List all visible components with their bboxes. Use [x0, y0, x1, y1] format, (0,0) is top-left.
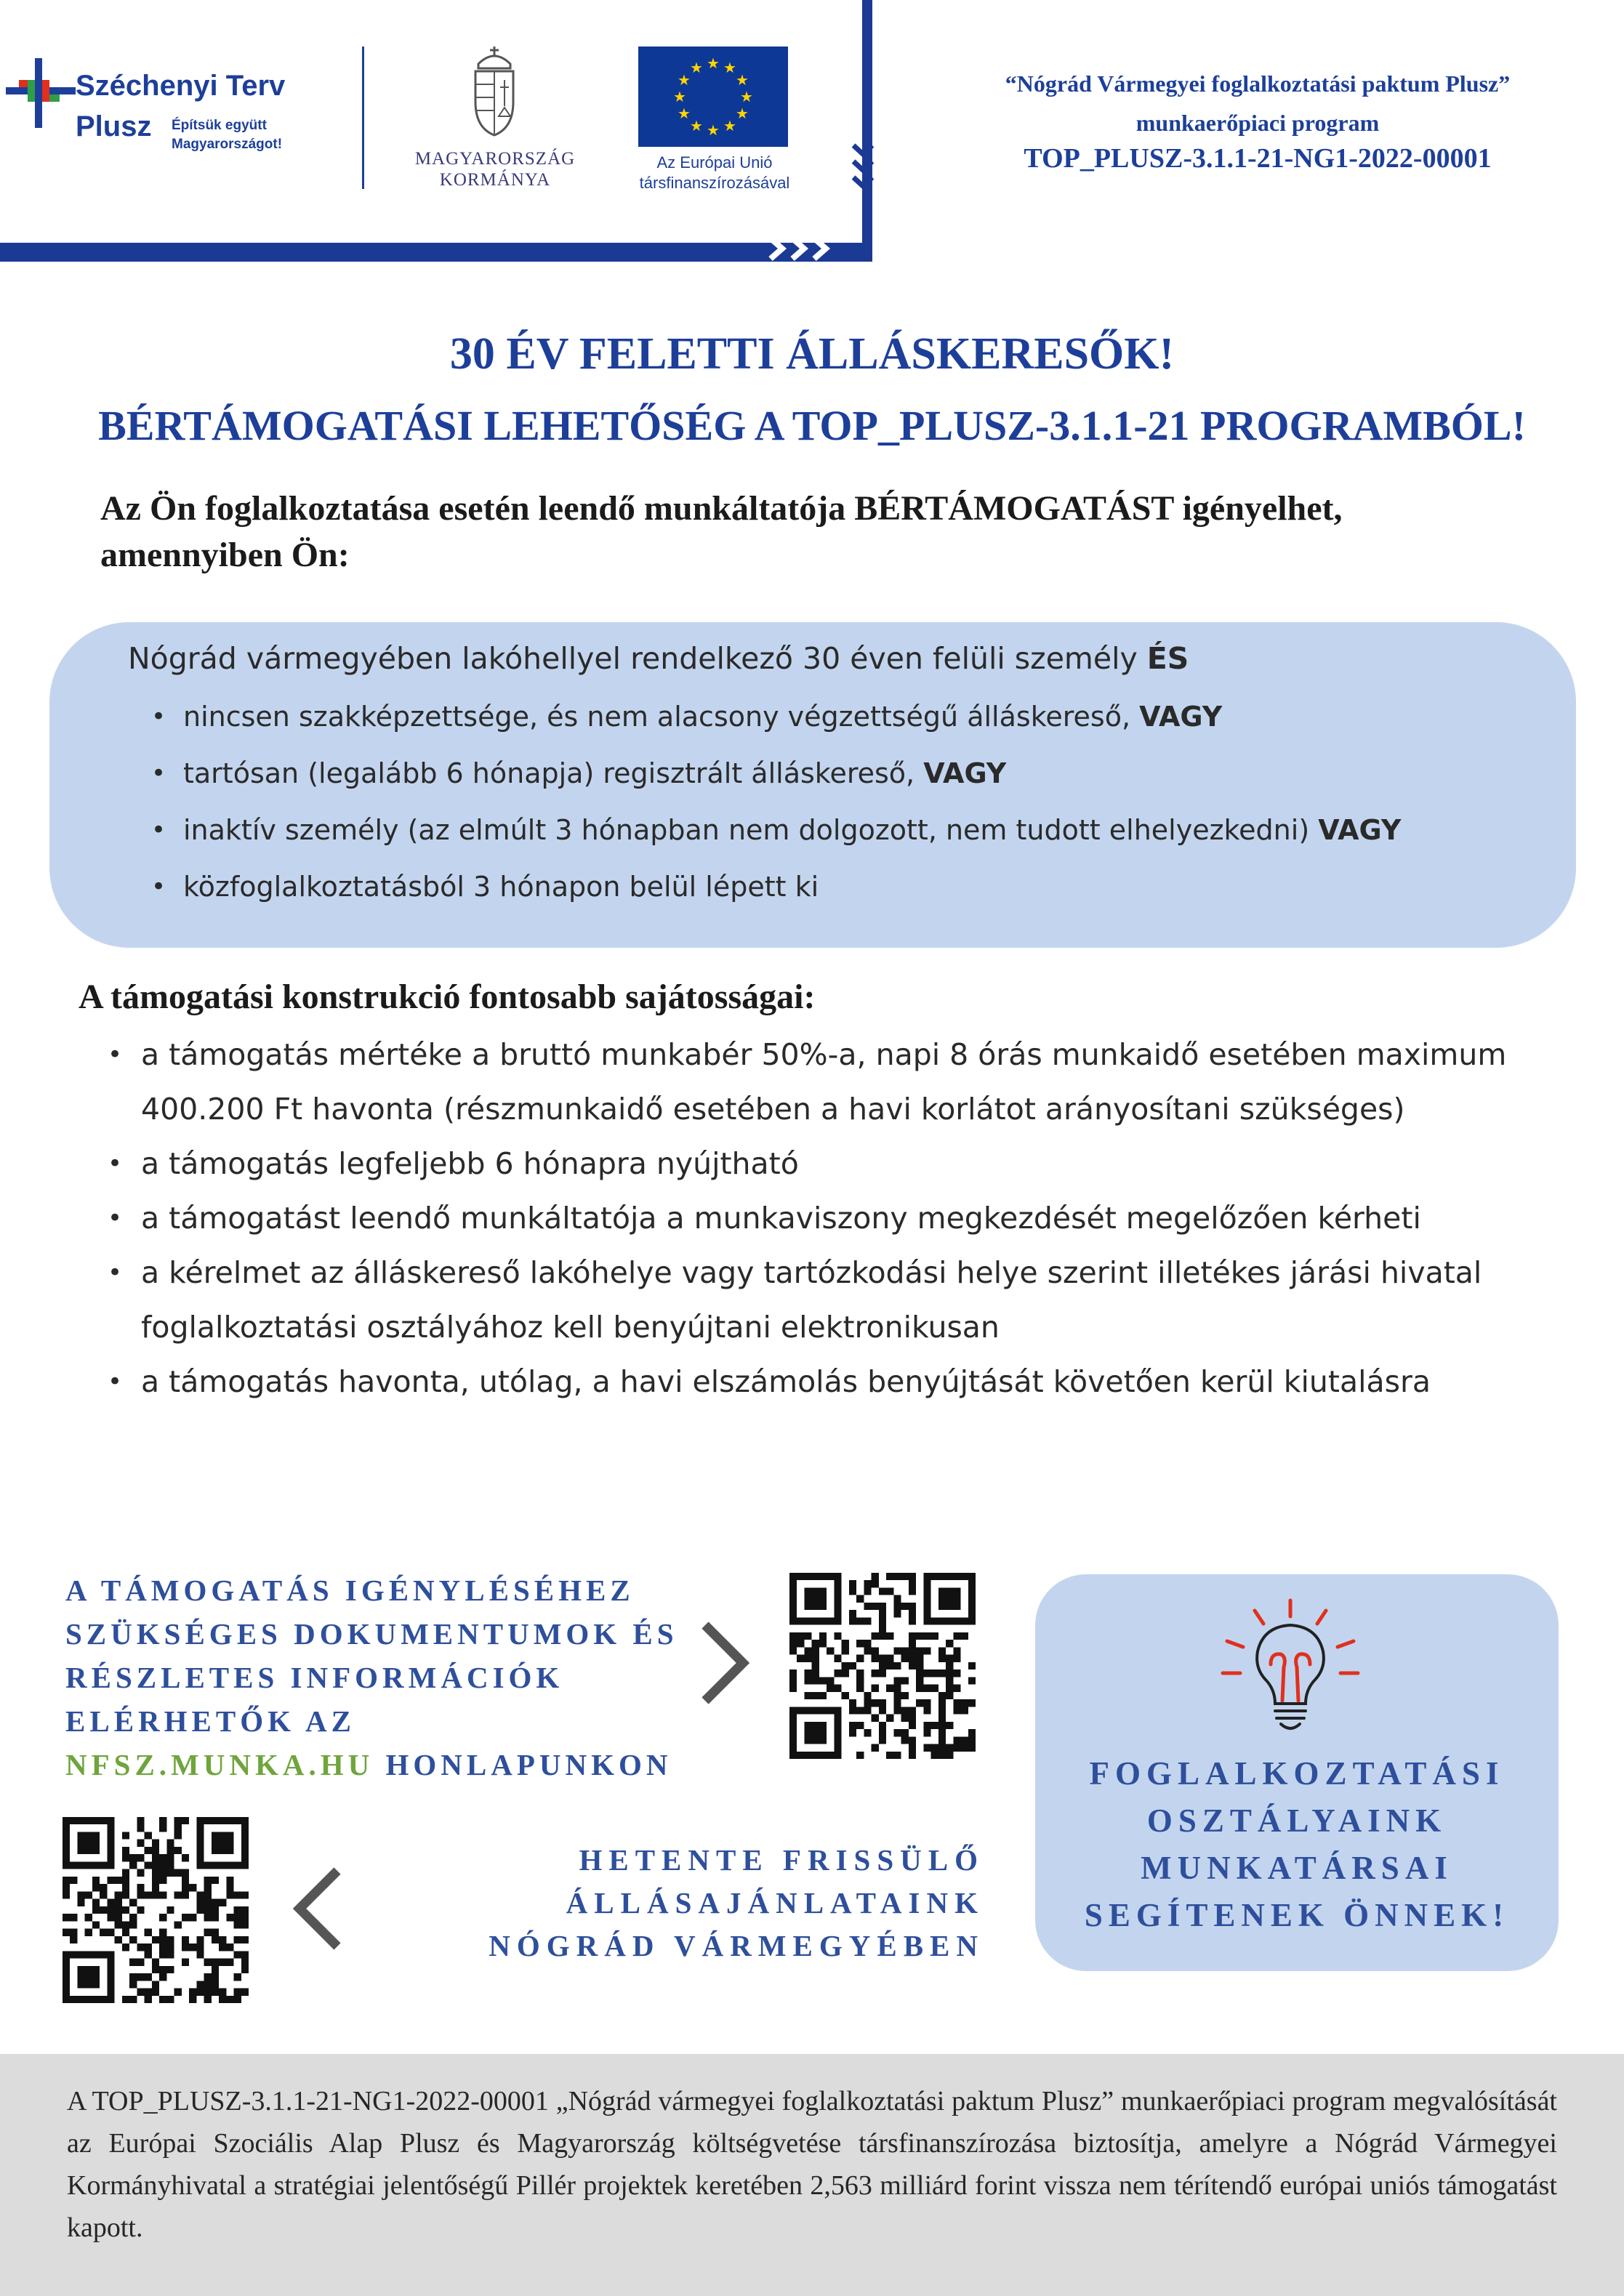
svg-text:★: ★: [678, 105, 691, 122]
sub-title: BÉRTÁMOGATÁSI LEHETŐSÉG A TOP_PLUSZ-3.1.1-21 PROGRAMBÓL!: [98, 402, 1526, 449]
szechenyi-logo-line1: Széchenyi Terv: [76, 70, 286, 102]
eligibility-lead: Nógrád vármegyében lakóhellyel rendelkező 30 éven felüli személy ÉS: [128, 641, 1189, 676]
logo-divider: [362, 47, 364, 189]
chevron-right-icon: [765, 234, 845, 263]
program-title: “Nógrád Vármegyei foglalkoztatási paktum Plusz” munkaerőpiaci program: [1005, 71, 1511, 136]
weekly-jobs-text: HETENTE FRISSÜLŐ ÁLLÁSAJÁNLATAINK NÓGRÁD VÁRMEGYÉBEN: [489, 1843, 984, 1962]
qr-code-job-offers[interactable]: [63, 1817, 249, 2003]
info-block: A TÁMOGATÁS IGÉNYLÉSÉHEZ SZÜKSÉGES DOKUMENTUMOK ÉS RÉSZLETES INFORMÁCIÓK ELÉRHETŐK AZ NFSZ.MUNKA.HU HONLAPUNKON: [65, 1574, 678, 1781]
gov-logo-text: MAGYARORSZÁG KORMÁNYA: [414, 149, 576, 190]
feature-item: • a támogatás mértéke a bruttó munkabér 50%-a, napi 8 órás munkaidő esetében maximum 400.200 Ft havonta (részmunkaidő esetében a havi korlátot arányosítani szükséges): [95, 1028, 1548, 1137]
eligibility-list: [138, 693, 1401, 920]
eligibility-item: • tartósan (legalább 6 hónapja) regisztrált álláskereső, VAGY: [138, 750, 1401, 807]
svg-text:★: ★: [723, 117, 736, 134]
svg-text:★: ★: [723, 59, 736, 76]
svg-text:★: ★: [690, 59, 703, 76]
svg-text:★: ★: [690, 117, 703, 134]
lightbulb-icon: [1214, 1595, 1367, 1740]
feature-item: • a támogatás havonta, utólag, a havi elszámolás benyújtását követően kerül kiutalásra: [95, 1355, 1548, 1409]
footer-text: A TOP_PLUSZ-3.1.1-21-NG1-2022-00001 „Nógrád vármegyei foglalkoztatási paktum Plusz” munkaerőpiaci program megvalósítását az Európai Szociális Alap Plusz és Magyarország költségvetése társfinanszírozása biztosítja, amelyre a Nógrád Vármegyei Kormányhivatal a stratégiai jelentőségű Pillér projektek keretében 2,563 milliárd forint vissza nem térítendő európai uniós támogatást kapott.: [67, 2086, 1557, 2243]
svg-text:★: ★: [740, 88, 753, 105]
nfsz-link[interactable]: NFSZ.MUNKA.HU: [65, 1748, 374, 1781]
chevron-down-icon: [851, 138, 875, 196]
help-text: FOGLALKOZTATÁSI OSZTÁLYAINK MUNKATÁRSAI SEGÍTENEK ÖNNEK!: [1084, 1755, 1510, 1933]
svg-text:★: ★: [736, 71, 749, 89]
intro-text: Az Ön foglalkoztatása esetén leendő munkáltatója BÉRTÁMOGATÁST igényelhet, amennyiben Ön:: [100, 489, 1343, 574]
eu-flag-icon: [638, 47, 788, 147]
eligibility-item: • inaktív személy (az elmúlt 3 hónapban nem dolgozott, nem tudott elhelyezkedni) VAGY: [138, 807, 1401, 863]
svg-text:★: ★: [736, 105, 749, 122]
features-heading: A támogatási konstrukció fontosabb sajátosságai:: [79, 978, 816, 1016]
feature-item: • a támogatás legfeljebb 6 hónapra nyújtható: [95, 1137, 1548, 1191]
svg-text:★: ★: [707, 121, 720, 139]
svg-text:★: ★: [707, 55, 720, 72]
szechenyi-cross-icon: [6, 58, 76, 128]
feature-item: • a támogatást leendő munkáltatója a munkaviszony megkezdését megelőzően kérheti: [95, 1191, 1548, 1246]
qr-code-documents[interactable]: [789, 1573, 976, 1759]
svg-text:★: ★: [678, 71, 691, 89]
program-code: TOP_PLUSZ-3.1.1-21-NG1-2022-00001: [1024, 143, 1492, 174]
szechenyi-logo-line2: Plusz: [76, 110, 152, 142]
eu-logo-text: Az Európai Unió társfinanszírozásával: [639, 153, 790, 192]
main-title: 30 ÉV FELETTI ÁLLÁSKERESŐK!: [449, 329, 1175, 379]
features-list: [95, 1028, 1548, 1409]
eligibility-item: • közfoglalkoztatásból 3 hónapon belül lépett ki: [138, 863, 1401, 920]
feature-item: • a kérelmet az álláskereső lakóhelye vagy tartózkodási helye szerint illetékes járási hivatal foglalkoztatási osztályához kell benyújtani elektronikusan: [95, 1246, 1548, 1355]
arrow-right-icon: [695, 1619, 753, 1707]
svg-text:★: ★: [673, 88, 686, 105]
hungarian-crest-icon: [458, 44, 531, 138]
szechenyi-logo-tagline: Építsük együtt Magyarországot!: [172, 118, 283, 152]
arrow-left-icon: [289, 1865, 347, 1952]
eligibility-item: • nincsen szakképzettsége, és nem alacsony végzettségű álláskereső, VAGY: [138, 693, 1401, 750]
